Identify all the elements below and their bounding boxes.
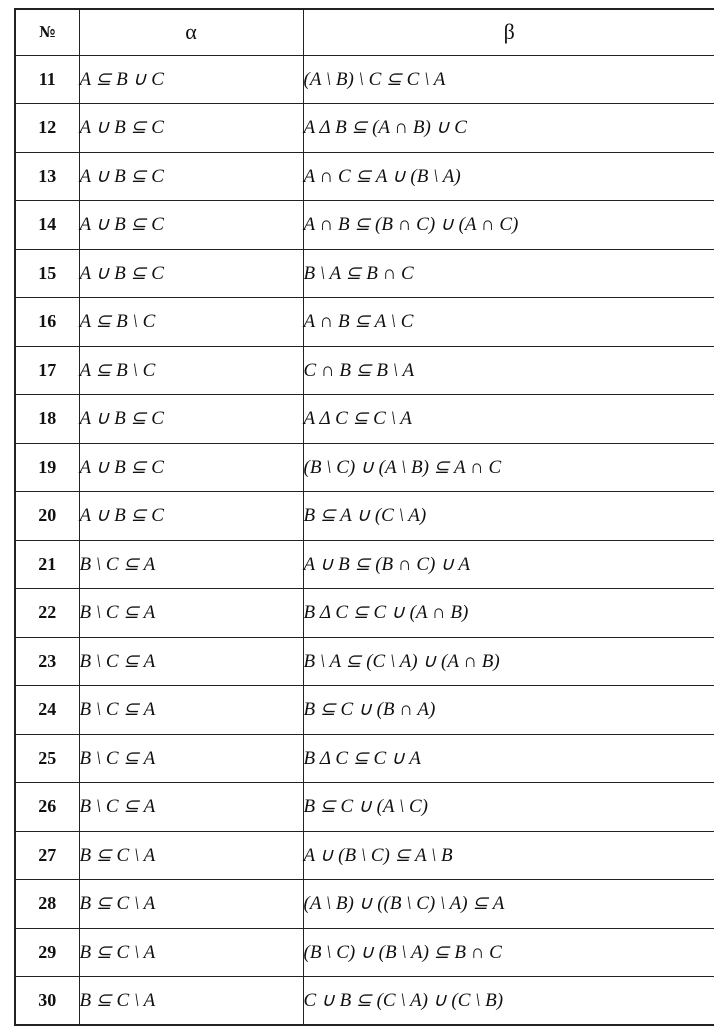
table-row [15,346,714,395]
beta-expression: A ∩ B ⊆ A \ C [303,298,714,347]
table-row [15,540,714,589]
alpha-expression: A ∪ B ⊆ C [79,443,303,492]
beta-expression: B ⊆ C ∪ (A \ C) [303,783,714,832]
alpha-expression: B \ C ⊆ A [79,686,303,735]
row-number: 13 [15,152,79,201]
row-number: 22 [15,589,79,638]
alpha-expression: B ⊆ C \ A [79,928,303,977]
alpha-expression: A ⊆ B ∪ C [79,55,303,104]
alpha-expression: A ⊆ B \ C [79,298,303,347]
table-row [15,298,714,347]
table-row [15,492,714,541]
table-row [15,928,714,977]
alpha-expression: B ⊆ C \ A [79,880,303,929]
row-number: 24 [15,686,79,735]
header-number: № [15,9,79,55]
beta-expression: A Δ C ⊆ C \ A [303,395,714,444]
table-header-row [15,9,714,55]
row-number: 21 [15,540,79,589]
table-row [15,637,714,686]
row-number: 12 [15,104,79,153]
table-row [15,201,714,250]
alpha-expression: A ∪ B ⊆ C [79,201,303,250]
set-relations-table [14,8,714,1026]
table-row [15,249,714,298]
alpha-expression: A ∪ B ⊆ C [79,395,303,444]
row-number: 17 [15,346,79,395]
row-number: 23 [15,637,79,686]
alpha-expression: B \ C ⊆ A [79,589,303,638]
table-row [15,104,714,153]
beta-expression: B \ A ⊆ (C \ A) ∪ (A ∩ B) [303,637,714,686]
beta-expression: (A \ B) \ C ⊆ C \ A [303,55,714,104]
row-number: 20 [15,492,79,541]
beta-expression: (B \ C) ∪ (B \ A) ⊆ B ∩ C [303,928,714,977]
beta-expression: C ∩ B ⊆ B \ A [303,346,714,395]
alpha-expression: B ⊆ C \ A [79,977,303,1026]
beta-expression: B Δ C ⊆ C ∪ A [303,734,714,783]
row-number: 28 [15,880,79,929]
alpha-expression: B \ C ⊆ A [79,734,303,783]
table-row [15,977,714,1026]
alpha-expression: B \ C ⊆ A [79,540,303,589]
row-number: 25 [15,734,79,783]
table-row [15,734,714,783]
beta-expression: A ∪ B ⊆ (B ∩ C) ∪ A [303,540,714,589]
table-row [15,831,714,880]
table-row [15,395,714,444]
row-number: 16 [15,298,79,347]
table-row [15,152,714,201]
beta-expression: (A \ B) ∪ ((B \ C) \ A) ⊆ A [303,880,714,929]
header-beta: β [303,9,714,55]
beta-expression: B Δ C ⊆ C ∪ (A ∩ B) [303,589,714,638]
beta-expression: A Δ B ⊆ (A ∩ B) ∪ C [303,104,714,153]
alpha-expression: B ⊆ C \ A [79,831,303,880]
beta-expression: A ∪ (B \ C) ⊆ A \ B [303,831,714,880]
beta-expression: B ⊆ A ∪ (C \ A) [303,492,714,541]
beta-expression: B \ A ⊆ B ∩ C [303,249,714,298]
row-number: 18 [15,395,79,444]
table-row [15,686,714,735]
table-row [15,55,714,104]
alpha-expression: A ⊆ B \ C [79,346,303,395]
header-alpha: α [79,9,303,55]
row-number: 27 [15,831,79,880]
row-number: 29 [15,928,79,977]
row-number: 30 [15,977,79,1026]
beta-expression: A ∩ B ⊆ (B ∩ C) ∪ (A ∩ C) [303,201,714,250]
row-number: 19 [15,443,79,492]
alpha-expression: A ∪ B ⊆ C [79,104,303,153]
row-number: 14 [15,201,79,250]
row-number: 11 [15,55,79,104]
table-row [15,589,714,638]
beta-expression: B ⊆ C ∪ (B ∩ A) [303,686,714,735]
alpha-expression: A ∪ B ⊆ C [79,492,303,541]
beta-expression: C ∪ B ⊆ (C \ A) ∪ (C \ B) [303,977,714,1026]
beta-expression: (B \ C) ∪ (A \ B) ⊆ A ∩ C [303,443,714,492]
row-number: 26 [15,783,79,832]
alpha-expression: A ∪ B ⊆ C [79,152,303,201]
table-body [15,55,714,1025]
table-row [15,880,714,929]
alpha-expression: B \ C ⊆ A [79,783,303,832]
beta-expression: A ∩ C ⊆ A ∪ (B \ A) [303,152,714,201]
table-row [15,783,714,832]
alpha-expression: B \ C ⊆ A [79,637,303,686]
alpha-expression: A ∪ B ⊆ C [79,249,303,298]
table-row [15,443,714,492]
row-number: 15 [15,249,79,298]
